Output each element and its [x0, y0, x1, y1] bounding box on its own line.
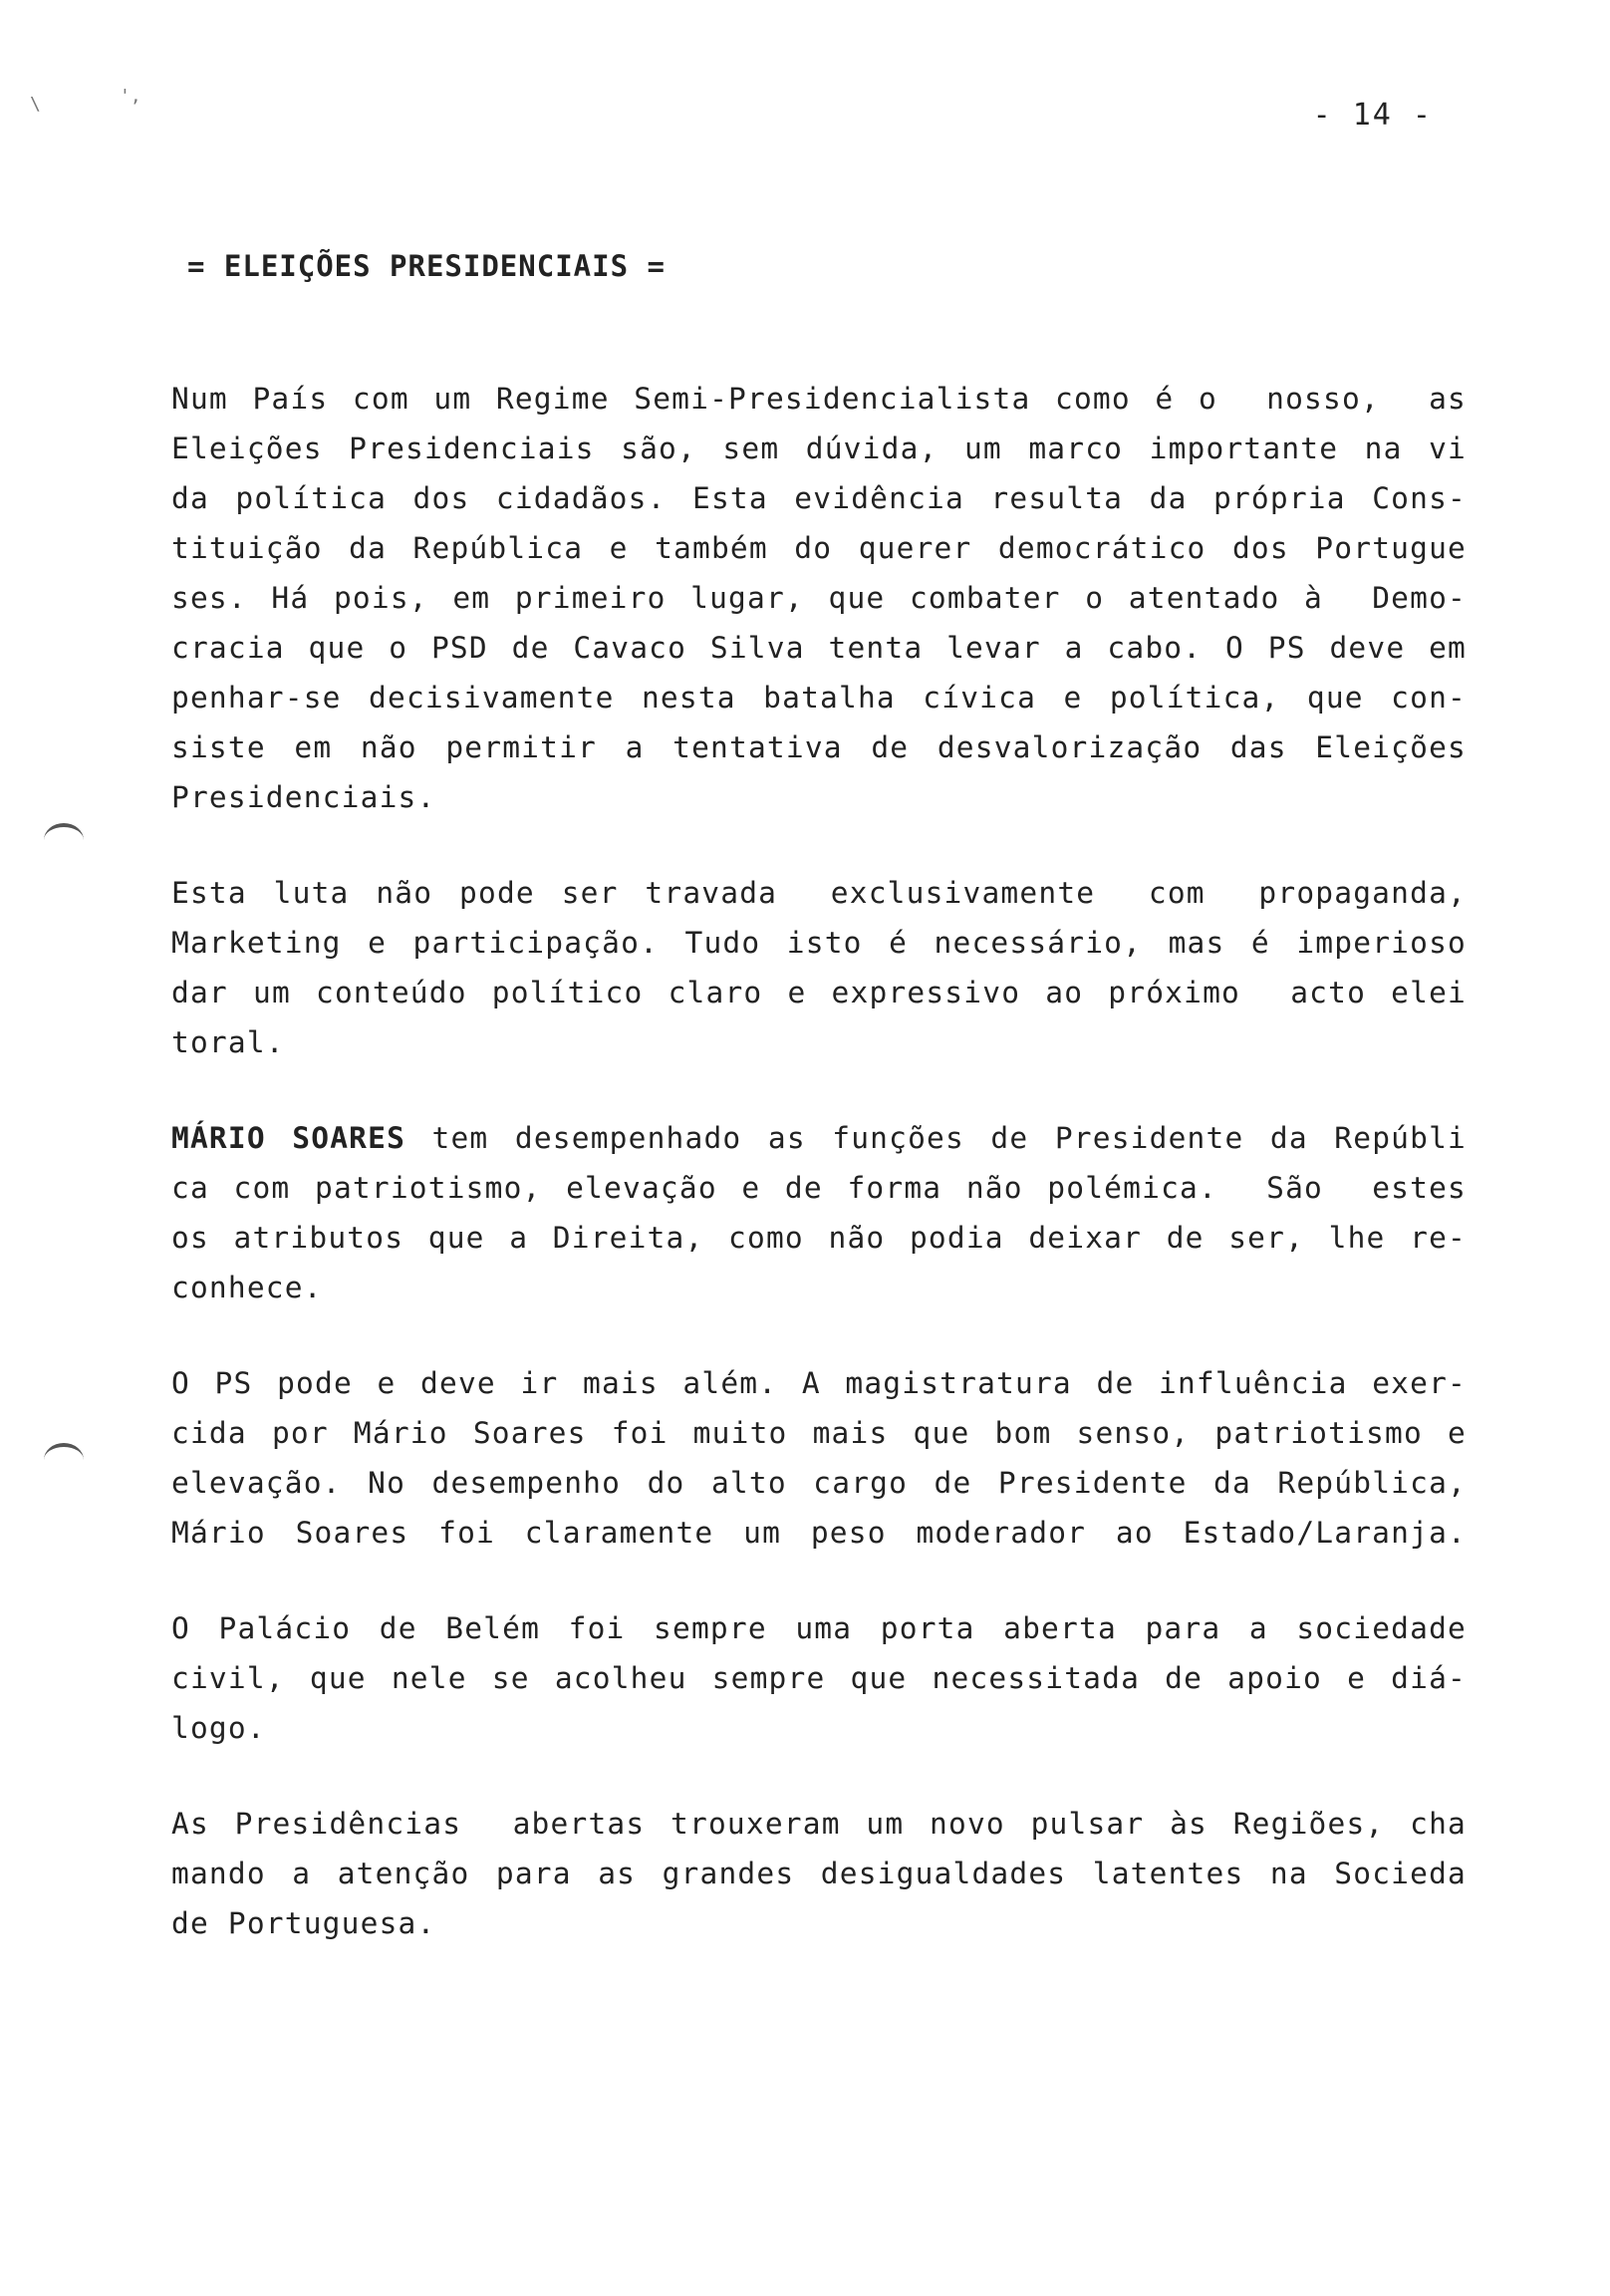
paragraph-1-line-8: siste em não permitir a tentativa de desvalorização das Eleições — [171, 730, 1467, 764]
paragraph-4-line-1: O PS pode e deve ir mais além. A magistratura de influência exer- — [171, 1366, 1467, 1400]
paragraph-1-line-1: Num País com um Regime Semi-Presidencialista como é o nosso, as — [171, 382, 1467, 416]
binder-hole-mark-upper — [44, 823, 84, 857]
name-mario-soares: MÁRIO SOARES — [171, 1121, 406, 1155]
paragraph-3-line-4: conhece. — [171, 1271, 323, 1304]
paragraph-6-line-1: As Presidências abertas trouxeram um novo pulsar às Regiões, cha — [171, 1807, 1467, 1841]
paragraph-2-line-1: Esta luta não pode ser travada exclusivamente com propaganda, — [171, 876, 1467, 910]
paragraph-1-line-9: Presidenciais. — [171, 780, 436, 814]
paragraph-1-line-7: penhar-se decisivamente nesta batalha cívica e política, que con- — [171, 681, 1467, 715]
binder-hole-mark-lower — [44, 1443, 84, 1477]
paragraph-6 — [171, 1799, 1467, 1948]
paragraph-4-line-4: Mário Soares foi claramente um peso moderador ao Estado/Laranja. — [171, 1516, 1467, 1550]
paragraph-4-line-3: elevação. No desempenho do alto cargo de Presidente da República, — [171, 1466, 1467, 1500]
paragraph-1-line-5: ses. Há pois, em primeiro lugar, que combater o atentado à Demo- — [171, 581, 1467, 615]
paragraph-5-line-2: civil, que nele se acolheu sempre que necessitada de apoio e diá- — [171, 1661, 1467, 1695]
paragraph-4 — [171, 1358, 1467, 1558]
paragraph-3-line-2: ca com patriotismo, elevação e de forma não polémica. São estes — [171, 1171, 1467, 1205]
paragraph-5 — [171, 1603, 1467, 1753]
paragraph-3-line-1 — [171, 1113, 1467, 1163]
section-heading: = ELEIÇÕES PRESIDENCIAIS = — [187, 249, 666, 283]
paragraph-2-line-2: Marketing e participação. Tudo isto é necessário, mas é imperioso — [171, 926, 1467, 960]
page-number: - 14 - — [1312, 98, 1433, 133]
paragraph-2-line-4: toral. — [171, 1025, 285, 1059]
paragraph-3 — [171, 1113, 1467, 1312]
paragraph-2-line-3: dar um conteúdo político claro e expressivo ao próximo acto elei — [171, 976, 1467, 1009]
paragraph-6-line-3: de Portuguesa. — [171, 1906, 436, 1940]
paragraph-1-line-6: cracia que o PSD de Cavaco Silva tenta levar a cabo. O PS deve em — [171, 631, 1467, 665]
corner-mark-left: \ — [30, 94, 41, 115]
paragraph-2 — [171, 868, 1467, 1067]
paragraph-6-line-2: mando a atenção para as grandes desigualdades latentes na Socieda — [171, 1857, 1467, 1890]
paragraph-3-line-3: os atributos que a Direita, como não podia deixar de ser, lhe re- — [171, 1221, 1467, 1255]
paragraph-1-line-2: Eleições Presidenciais são, sem dúvida, um marco importante na vi — [171, 431, 1467, 465]
paragraph-1-line-3: da política dos cidadãos. Esta evidência resulta da própria Cons- — [171, 481, 1467, 515]
paragraph-5-line-1: O Palácio de Belém foi sempre uma porta aberta para a sociedade — [171, 1611, 1467, 1645]
paragraph-1 — [171, 374, 1467, 822]
corner-mark-right: ', — [120, 86, 141, 107]
paragraph-5-line-3: logo. — [171, 1711, 266, 1745]
paragraph-1-line-4: tituição da República e também do querer democrático dos Portugue — [171, 531, 1467, 565]
paragraph-4-line-2: cida por Mário Soares foi muito mais que bom senso, patriotismo e — [171, 1416, 1467, 1450]
paragraph-3-line-1-text: tem desempenhado as funções de Presidente da Repúbli — [405, 1121, 1467, 1155]
